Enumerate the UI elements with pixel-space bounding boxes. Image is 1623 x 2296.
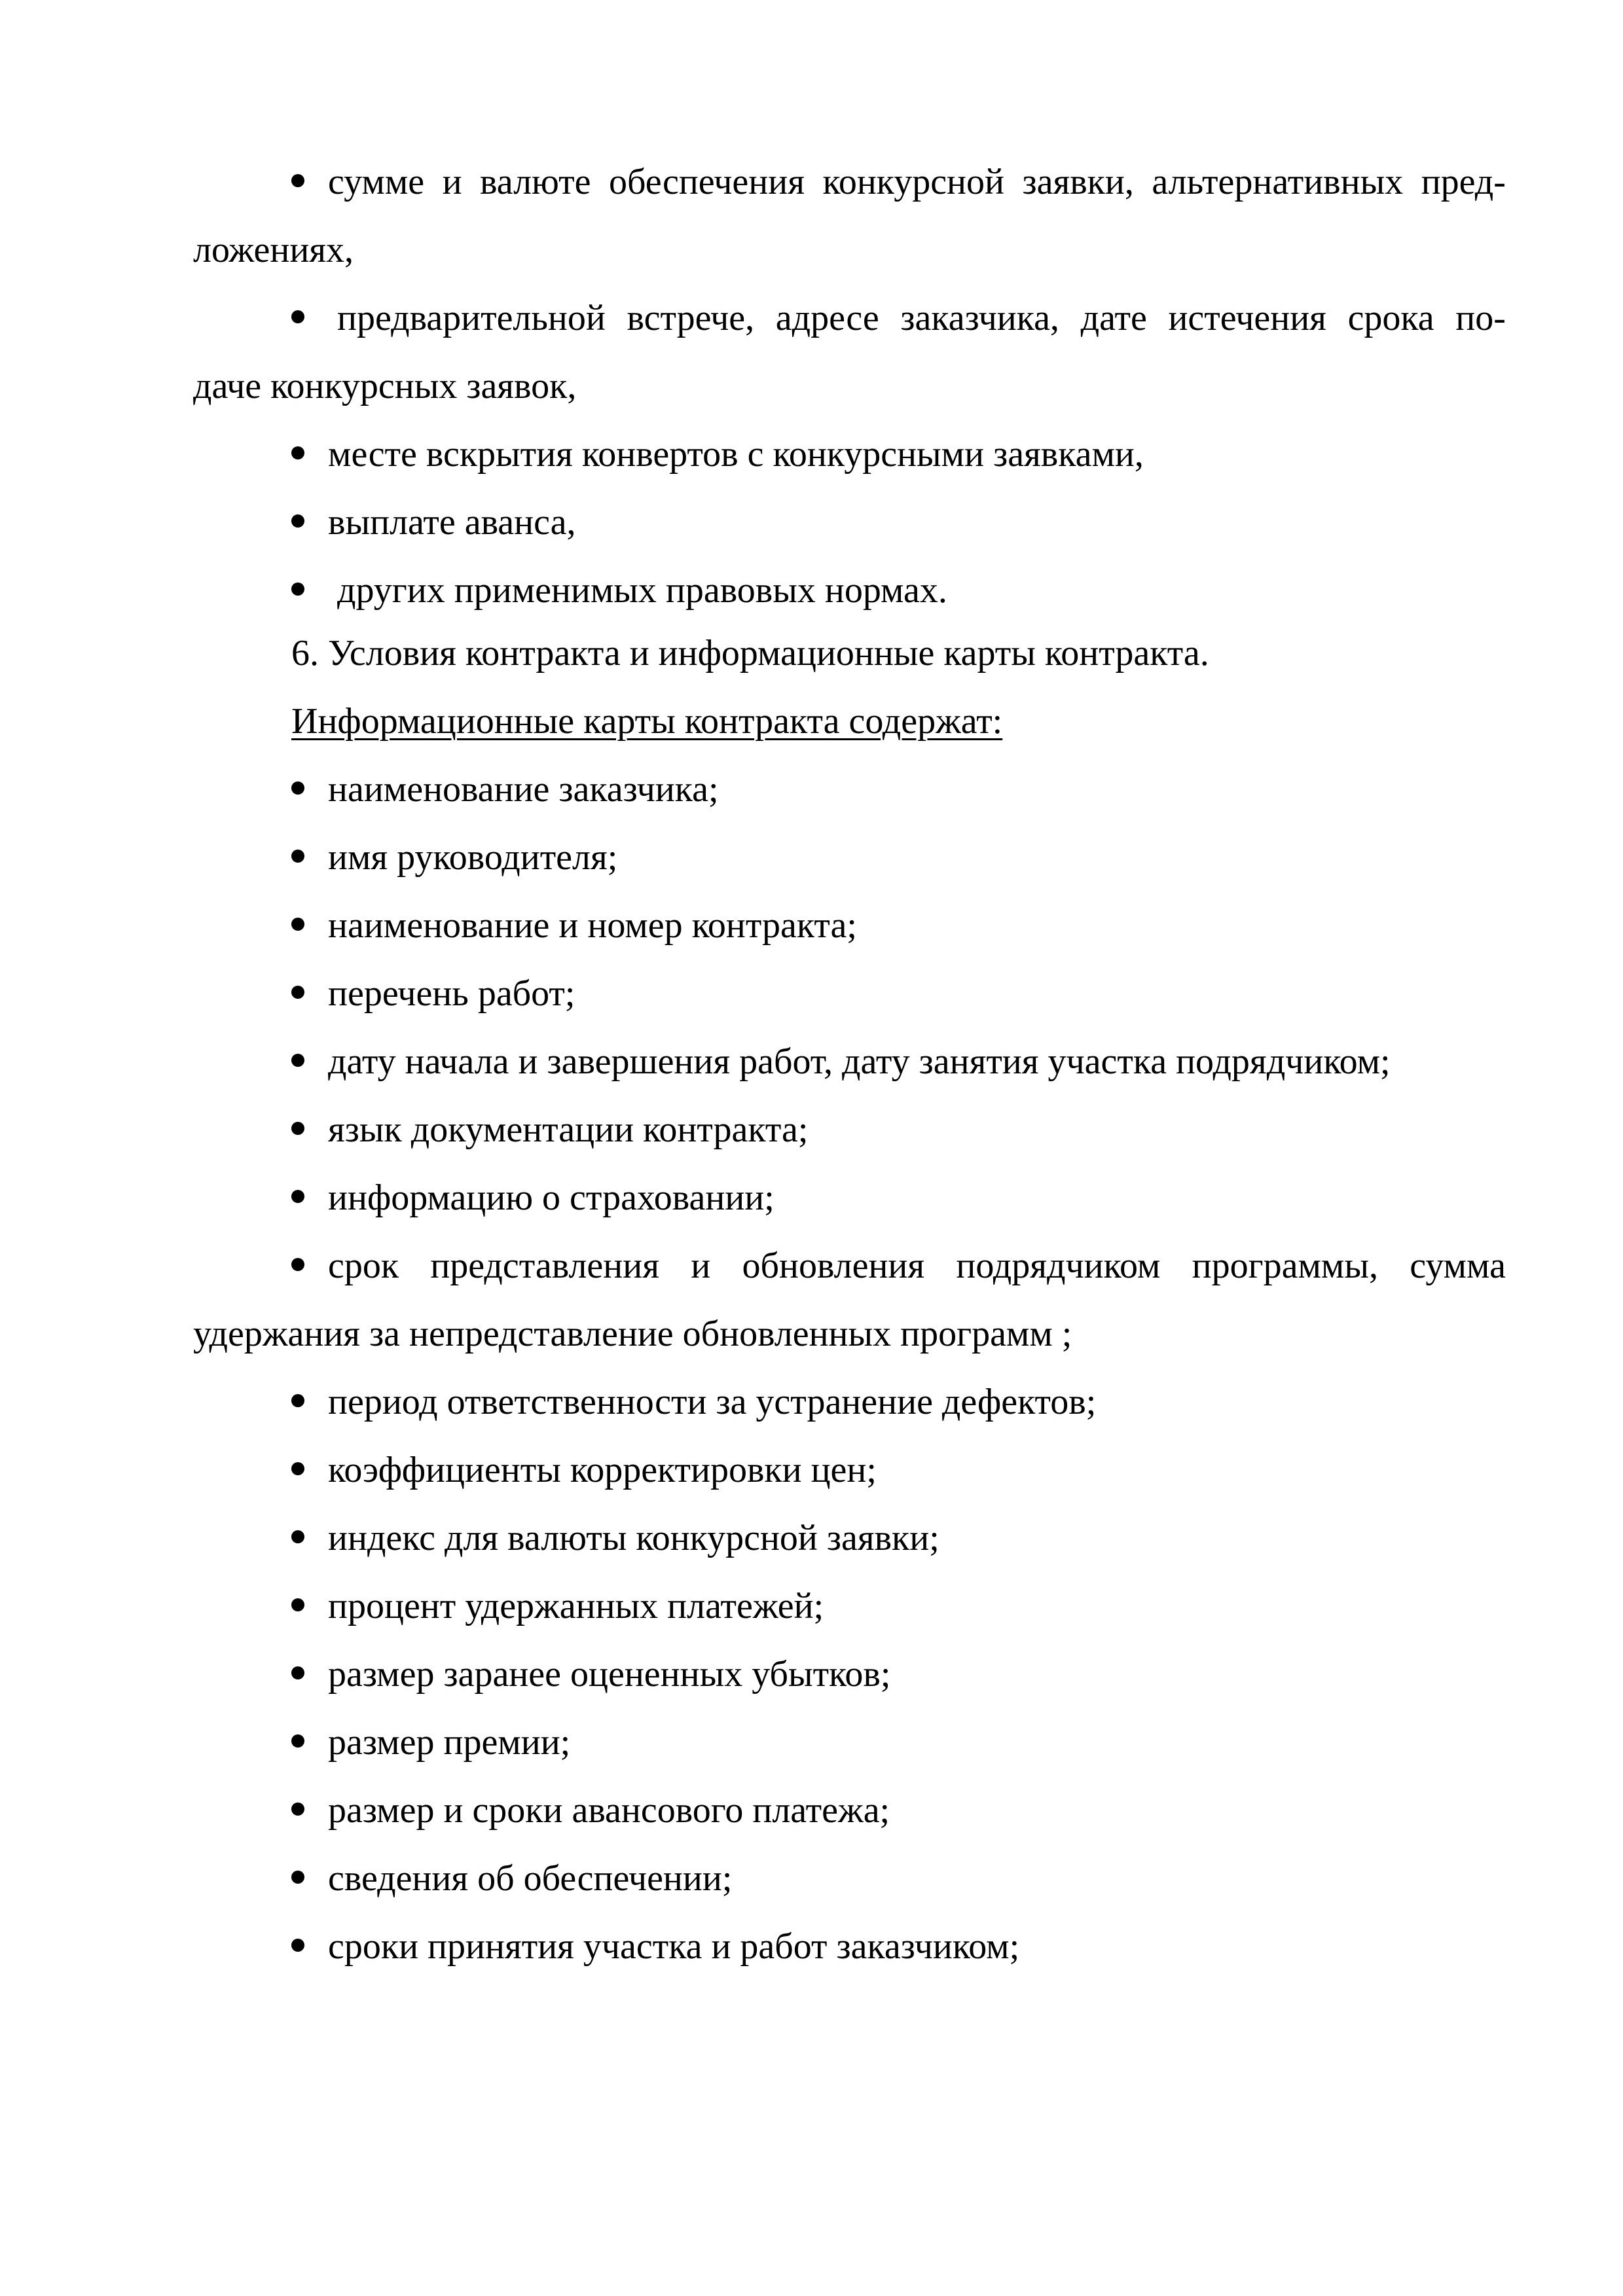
bullet-text: сведения об обеспечении; xyxy=(328,1858,733,1899)
word: срок xyxy=(328,1246,399,1286)
bullet-text: язык документации контракта; xyxy=(328,1109,809,1150)
bullet-text: наименование и номер контракта; xyxy=(328,905,857,946)
word: пред- xyxy=(1421,162,1506,202)
word: по- xyxy=(1455,298,1506,338)
word: подрядчиком xyxy=(956,1246,1161,1286)
bullet-icon xyxy=(291,1245,328,1287)
bullet-text: имя руководителя; xyxy=(328,837,618,878)
bullet-item xyxy=(291,1857,732,1899)
bullet-icon xyxy=(291,1653,328,1695)
bullet-item xyxy=(291,1653,890,1695)
bullet-item xyxy=(291,1585,824,1627)
bullet-icon xyxy=(291,1177,328,1219)
bullet-item xyxy=(291,1177,775,1219)
bullet-item xyxy=(291,1789,890,1831)
bullet-icon xyxy=(291,1381,328,1423)
bullet-text: других применимых правовых нормах. xyxy=(328,570,947,611)
bullet-text: размер заранее оцененных убытков; xyxy=(328,1654,891,1695)
bullet-icon xyxy=(291,297,337,339)
bullet-icon xyxy=(291,501,328,543)
bullet-text: размер премии; xyxy=(328,1722,571,1763)
paragraph-continuation: даче конкурсных заявок, xyxy=(193,366,577,406)
bullet-icon xyxy=(291,161,328,203)
bullet-item xyxy=(291,1041,1391,1083)
word: сумма xyxy=(1410,1246,1506,1286)
bullet-icon xyxy=(291,1789,328,1831)
word: заявки, xyxy=(1022,162,1134,202)
word: и xyxy=(691,1246,711,1286)
bullet-icon xyxy=(291,1926,328,1967)
word: конкурсной xyxy=(822,162,1004,202)
word: альтернативных xyxy=(1152,162,1404,202)
bullet-icon xyxy=(291,1721,328,1763)
bullet-text: индекс для валюты конкурсной заявки; xyxy=(328,1518,939,1558)
bullet-icon xyxy=(291,905,328,946)
bullet-item xyxy=(291,973,575,1014)
word: срока xyxy=(1347,298,1434,338)
bullet-icon xyxy=(291,569,328,611)
bullet-icon xyxy=(291,1517,328,1559)
bullet-text: информацию о страховании; xyxy=(328,1177,775,1218)
bullet-icon xyxy=(291,1857,328,1899)
bullet-text: коэффициенты корректировки цен; xyxy=(328,1450,877,1490)
bullet-item xyxy=(291,836,617,878)
bullet-icon xyxy=(291,1449,328,1491)
bullet-item-para3 xyxy=(291,1245,1506,1287)
bullet-icon xyxy=(291,973,328,1014)
bullet-item xyxy=(291,501,576,543)
paragraph-continuation: ложениях, xyxy=(193,230,354,270)
bullet-item xyxy=(291,1721,570,1763)
word: дате xyxy=(1080,298,1147,338)
word: представления xyxy=(430,1246,659,1286)
bullet-text: наименование заказчика; xyxy=(328,769,719,810)
justified-line xyxy=(328,1245,1506,1287)
bullet-item xyxy=(291,569,947,611)
bullet-icon xyxy=(291,1109,328,1151)
bullet-icon xyxy=(291,1041,328,1083)
word: встрече, xyxy=(627,298,755,338)
bullet-item xyxy=(291,433,1144,475)
bullet-icon xyxy=(291,768,328,810)
bullet-item-para1 xyxy=(291,161,1506,203)
word: валюте xyxy=(480,162,591,202)
bullet-item xyxy=(291,1381,1096,1423)
word: обновления xyxy=(742,1246,925,1286)
word: заказчика, xyxy=(900,298,1059,338)
bullet-text: размер и сроки авансового платежа; xyxy=(328,1790,890,1831)
bullet-item-para2 xyxy=(291,297,1506,339)
bullet-text: период ответственности за устранение дефектов; xyxy=(328,1382,1097,1422)
word: истечения xyxy=(1168,298,1326,338)
bullet-item xyxy=(291,1926,1019,1967)
bullet-item xyxy=(291,1109,808,1151)
bullet-text: перечень работ; xyxy=(328,973,575,1014)
bullet-item xyxy=(291,768,719,810)
paragraph-continuation: удержания за непредставление обновленных программ ; xyxy=(193,1314,1072,1354)
word: адресе xyxy=(775,298,879,338)
word: обеспечения xyxy=(608,162,805,202)
word: программы, xyxy=(1192,1246,1378,1286)
bullet-item xyxy=(291,1449,877,1491)
bullet-text: процент удержанных платежей; xyxy=(328,1586,824,1626)
bullet-text: сроки принятия участка и работ заказчиком; xyxy=(328,1926,1020,1967)
word: сумме xyxy=(328,162,425,202)
bullet-item xyxy=(291,905,857,946)
bullet-item xyxy=(291,1517,939,1559)
justified-line xyxy=(328,161,1506,203)
justified-line xyxy=(337,297,1506,339)
bullet-text: выплате аванса, xyxy=(328,502,576,543)
bullet-icon xyxy=(291,836,328,878)
bullet-text: дату начала и завершения работ, дату занятия участка подрядчиком; xyxy=(328,1041,1391,1082)
bullet-text: месте вскрытия конвертов с конкурсными заявками, xyxy=(328,434,1144,475)
section-heading: 6. Условия контракта и информационные карты контракта. xyxy=(291,633,1209,673)
bullet-icon xyxy=(291,1585,328,1627)
word: предварительной xyxy=(337,298,606,338)
bullet-icon xyxy=(291,433,328,475)
cards-heading: Информационные карты контракта содержат: xyxy=(291,701,1003,742)
word: и xyxy=(442,162,462,202)
